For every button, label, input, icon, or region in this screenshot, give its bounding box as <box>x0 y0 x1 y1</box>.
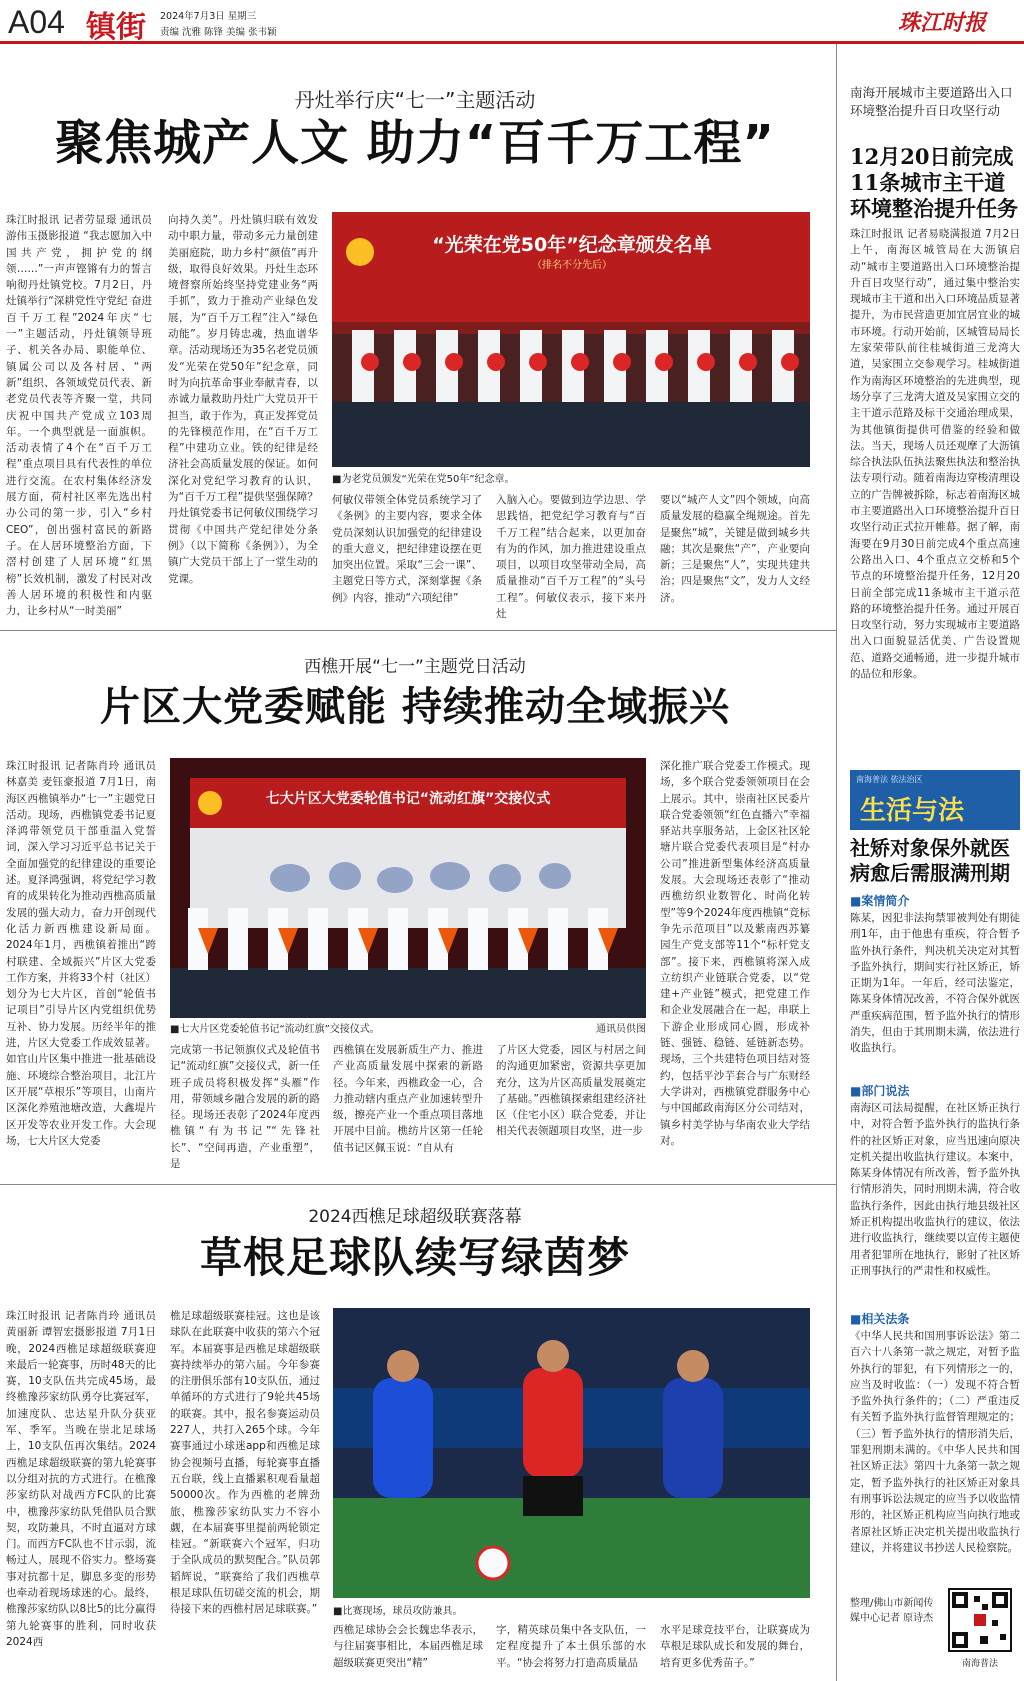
sidebar-law-body3: 《中华人民共和国刑事诉讼法》第二百六十八条第一款之规定，对暂予监外执行的罪犯，有下列情形之一的，应当及时收监：（一）发现不符合暂予监外执行条件的；（二）严重违反有关暂予监外执行监督管理规定的；（三）暂予监外执行的情形消失后，罪犯刑期未满的。《中华人民共和国社区矫正法》第四十九条第一款之规定，暂予监外执行的社区矫正对象具有刑事诉讼法规定的应当予以收监情形的，社区矫正机构应当向执行地或者原社区矫正决定机关提出收监执行建议，并将建议书抄送人民检察院。 <box>850 1330 1020 1554</box>
story2-col3: 西樵镇在发展新质生产力、推进产业高质量发展中探索的新路径。今年来，西樵政金一心，合力推动辖内重点产业加速转型升级，擦亮产业一个重点项目落地开展中目前。樵纺片区第一任轮值书记区佩玉说：“自从有 <box>333 1044 483 1154</box>
sidebar-law-body2: 南海区司法局提醒，在社区矫正执行中，对符合暂予监外执行的监执行条件的社区矫正对象，应当迅速向原决定机关提出收监执行建议。本案中，陈某身体情况有所改善，暂予监外执行情形消失，同时刑期未满，符合收监执行条件，因此由执行地县级社区矫正机构提出收监执行的建议，依法进行收监执行，继续要以宣传主题使用者犯罪所在地执行，影射了社区矫正刑事执行的严肃性和权威性。 <box>850 1102 1020 1277</box>
story1-col1: 珠江时报讯 记者劳显璟 通讯员游伟玉摄影报道 “我志愿加入中国共产党，拥护党的纲领……”一声声铿锵有力的誓言响彻丹灶镇党校。7月2日，丹灶镇举行“深耕党性守党纪 奋进百千万工程”2024年庆“七一”主题活动，丹灶镇领导班子、机关各办局、职能单位、镇属公司以及各村居、“两新”组织、各领域党员代表、新老党员代表等齐聚一堂，共同庆祝中国共产党成立103周年。一个典型就是一面旗帜。活动表情了4个在“百千万工程”重点项目具有代表性的单位进行交流。在农村集体经济发展方面，荷村社区率先选出村办公司的第一步，引入“乡村CEO”，创出强村富民的新路子。在人居环境整治方面，下滘村创建了人居环境“红黑榜”长效机制，激发了村民对改善人居环境的积极性和内驱力，让乡村从“一时美丽” <box>6 214 152 618</box>
story2-photo <box>170 758 646 1018</box>
story1-photo <box>332 212 810 467</box>
qr-code-icon <box>948 1588 1012 1652</box>
sidebar-divider <box>836 44 837 1681</box>
story3-headline: 草根足球队续写绿茵梦 <box>199 1233 630 1282</box>
sidebar-law-section1: ■案情简介 <box>850 894 910 908</box>
sidebar-top-kicker: 南海开展城市主要道路出入口环境整治提升百日攻坚行动 <box>850 85 1013 118</box>
sidebar-law-body1: 陈某，因犯非法拘禁罪被判处有期徒刑1年，由于他患有重疾，符合暂予监外执行条件，判决机关决定对其暂予监外执行，期间实行社区矫正，矫正期为1年。一年后，经司法鉴定，陈某身体情况改善，不符合保外就医严重疾病范围，暂予监外执行的情形消失，但由于其刑期未满，依法进行收监执行。 <box>850 912 1020 1055</box>
story1-col5: 要以“城产人文”四个领域，向高质量发展的稳赢全绳规途。首先是聚焦“城”，关键是做到城乡共融；其次是聚焦“产”，产业要向新；三是聚焦“人”，实现共建共治；四是聚焦“文”，发力人文经济。 <box>660 494 810 604</box>
qr-caption: 南海普法 <box>961 1659 998 1669</box>
story3-photo <box>333 1308 810 1598</box>
story2-headline: 片区大党委赋能 持续推动全域振兴 <box>100 684 730 730</box>
story3-col2: 樵足球超级联赛桂冠。这也是该球队在此联赛中收获的第六个冠军。本届赛事是西樵足球超级联赛持续举办的第六届。今年参赛的注册俱乐部有10支队伍，通过单循环的方式进行了9轮共45场的联赛。其中，报名参赛运动员227人，共打入265个球。今年赛事通过小球迷app和西樵足球协会视频号直播，每轮赛事直播五台联，线上直播累积观看量超50000次。作为西樵的老牌劲旅，樵豫莎家纺队实力不容小觑，在本届赛事里提前两轮锁定桂冠。“新联赛六个冠军，归功于全队成员的默契配合。”队员郭韬辉说，“联赛给了我们西樵草根足球队伍切磋交流的机会，期待接下来的西樵村居足球联赛。” <box>170 1310 320 1616</box>
story1-col4: 入脑入心。要做到边学边思、学思践悟，把党纪学习教育与“百千万工程”结合起来，以更加奋有为的作风，加力推进建设重点项目，以项目攻坚带动全局，高质量推动“百千万工程”的“头号工程”。何敏仪表示，接下来丹灶 <box>496 494 646 621</box>
story2-col5: 深化推广联合党委工作模式。现场，多个联合党委领领项目在会上展示。其中，崇南社区民委片联合党委领领“红色直播六”幸福驿站共享服务站，上金区社区轮塘片联合党委代表项目是“村办公司”推进新型集体经济高质量发展。大会现场还表彰了“推动西樵纺织业数智化、时尚化转型”等9个2024年度西樵镇“竞标争先示范项目”以及紫南西苏纂园生产党支部等11个“标杆党支部”。接下来，西樵镇将深入成立纺织产业链联合党委，以“党建+产业链”模式，把党建工作和企业发展融合在一起，串联上下游企业形成同心圆，形成补链、强链、稳链、延链新态势。现场，三个共建特色项目结对签约，包括平沙芋套合与广东财经大学讲对，西樵镇党群服务中心与中国邮政南海区分公司结对，镇乡村美学协与华南农业大学结对。 <box>660 760 810 1147</box>
story1-col3: 何敏仪带领全体党员系统学习了《条例》的主要内容，要求全体党员深刻认识加强党的纪律建设的重大意义，把纪律建设摆在更加突出位置。采取“三会一课”、主题党日等方式，深刻掌握《条例》内容，推动“六项纪律” <box>332 494 482 604</box>
page-number: A04 <box>8 4 65 40</box>
editors: 责编 沈雅 陈锋 美编 张韦颖 <box>160 27 277 38</box>
sidebar-law-headline: 社矫对象保外就医病愈后需服满刑期 <box>850 836 1010 885</box>
story1-kicker: 丹灶举行庆“七一”主题活动 <box>294 88 536 112</box>
issue-date: 2024年7月3日 星期三 <box>160 11 257 22</box>
sidebar-law-section2: ■部门说法 <box>850 1084 910 1098</box>
story1-col2: 向持久美”。丹灶镇归联有效发动中职力量，带动多元力量创建美丽庭院，助力乡村“颜值”再升级，取得良好效果。丹灶生态环境督察所始终坚持党建业务“两手抓”，致力于推动产业绿色发展，为“百千万工程”注入“绿色动能”。岁月铸忠魂，热血谱华章。活动现场还为35名老党员颁发“光荣在党50年”纪念章，同时为向抗革命事业奉献青春，以赤诚力量救助丹灶广大党员开干担当，敢于作为，真正发挥党员的先锋模范作用，在“百千万工程”中建功立业。铁的纪律是经济社会高质量发展的保证。如何深化对党纪学习教育的认识，为“百千万工程”提供坚强保障？丹灶镇党委书记何敏仪围绕学习贯彻《中国共产党纪律处分条例》（以下简称《条例》），为全镇广大党员干部上了一堂生动的党课。 <box>168 214 318 585</box>
story2-rule <box>0 630 836 631</box>
story3-photo-caption: ■比赛现场，球员攻防兼具。 <box>333 1606 463 1617</box>
sidebar-law-column-title: 生活与法 <box>860 796 965 826</box>
story2-photo-caption: ■七大片区党委轮值书记“流动红旗”交接仪式。 <box>170 1024 380 1035</box>
story2-col2: 完成第一书记领旗仪式及轮值书记“流动红旗”交接仪式，新一任班子成员将积极发挥“头雁”作用，带领域乡融合发展的新的路径。现场还表彰了2024年度西樵镇“有为书记”“先锋社长”、“空间再造，产业重塑”，是 <box>170 1044 320 1171</box>
story1-headline: 聚焦城产人文 助力“百千万工程” <box>55 115 775 171</box>
story1-photo-banner: “光荣在党50年”纪念章颁发名单 <box>432 234 712 256</box>
story3-col5: 水平足球竞技平台，让联赛成为草根足球队成长和发展的舞台，培育更多优秀苗子。” <box>660 1624 810 1669</box>
sidebar-top-headline: 12月20日前完成11条城市主干道环境整治提升任务 <box>850 144 1018 221</box>
sidebar-top-body: 珠江时报讯 记者易晓满报道 7月2日上午，南海区城管局在大沥镇启动“城市主要道路出入口环境整治提升百日攻坚行动”，通过集中整治实现城市主干道和出入口环境品质显著提升，为市民营造更加宜居宜业的城市环境。行动开始前，区城管局局长左家荣带队前往桂城街道三龙湾大道，吴家围立交参观学习。桂城街道作为南海区环境整治的先进典型，现场分享了三龙湾大道及吴家围立交的主干道示范路及标干交通治理成果，为其他镇街提供可借鉴的经验和做法。当天，现场人员还观摩了大沥镇综合执法队伍执法聚焦执法和整治执法专项行动。随着南海边穿梭清理设立的广告牌被拆除，标志着南海区城市主要道路出入口环境整治提升百日攻坚行动正式拉开帷幕。据了解，南海要在9月30日前完成4个重点高速公路出入口、4个重点立交桥和5个节点的环境整治提升任务，12月20日前全部完成11条城市主干道示范路的环境整治提升任务。通过开展百日攻坚行动，努力实现城市主要道路出入口面貌显活优美、广告设置规范、道路交通畅通，进一步提升城市的品位和形象。 <box>850 228 1020 681</box>
story1-photo-caption: ■为老党员颁发“光荣在党50年”纪念章。 <box>332 474 515 485</box>
sidebar-law-section3: ■相关法条 <box>850 1312 910 1326</box>
story3-col4: 字，精英球员集中各支队伍，一定程度提升了本土俱乐部的水平。“协会将努力打造高质量品 <box>496 1624 646 1669</box>
story2-photo-banner: 七大片区大党委轮值书记“流动红旗”交接仪式 <box>265 791 551 807</box>
story3-col1: 珠江时报讯 记者陈肖玲 通讯员黄丽新 谭智宏摄影报道 7月1日晚，2024西樵足球超级联赛迎来最后一轮赛事，历时48天的比赛，10支队伍共完成45场，最终樵豫莎家纺队勇夺比赛冠军，加速度队、忠达星升队分获亚军、季军。当晚在崇北足球场上，10支队伍再次集结。2024西樵足球超级联赛的第九轮赛事以分组对抗的方式进行。在樵豫莎家纺队对战西方FC队的比赛中，樵豫莎家纺队凭借队员合默契，攻防兼具，不时直逼对方球门。而西方FC队也不甘示弱，流畅过人，展现不俗实力。整场赛事对抗都十足，脚息多变的形势也牵动着现场球迷的心。最终，樵豫莎家纺队以8比5的比分赢得第九轮赛事的胜利，同时收获2024西 <box>6 1310 156 1648</box>
story3-kicker: 2024西樵足球超级联赛落幕 <box>308 1207 522 1227</box>
sidebar-law-banner <box>850 770 1020 830</box>
section-title: 镇街 <box>86 10 146 45</box>
story2-photo-credit: 通讯员供图 <box>596 1024 646 1035</box>
sidebar-law-tag: 南海普法 依法治区 <box>856 775 923 784</box>
story3-col3: 西樵足球协会会长魏忠华表示，与往届赛事相比，本届西樵足球超级联赛更突出“精” <box>333 1624 483 1669</box>
story1-photo-banner-sub: （排名不分先后） <box>532 260 612 271</box>
story2-col4: 了片区大党委，园区与村居之间的沟通更加紧密，资源共享更加充分，这为片区高质量发展奠定了基础。”西樵镇探索组建经济社区（住宅小区）联合党委，并让相关代表领题项目攻坚，进一步 <box>496 1044 646 1138</box>
paper-logo: 珠江时报 <box>898 10 987 36</box>
story2-kicker: 西樵开展“七一”主题党日活动 <box>304 657 526 677</box>
story2-col1: 珠江时报讯 记者陈肖玲 通讯员林嘉美 麦钰豪报道 7月1日，南海区西樵镇举办“七一”主题党日活动。现场，西樵镇党委书记夏泽鸿带领党员干部重温入党誓词，深入学习习近平总书记关于全面加强党的纪律建设的重要论述。夏泽鸿强调，将党纪学习教育的成果转化为推动西樵高质量发展的强大动力，奋力开创现代化活力新西樵建设新局面。2024年1月，西樵镇着推出“跨村联建、全域振兴”片区大党委工作方案，并将33个村（社区）划分为七大片区，首创“轮值书记项目”引导片区内党组织优势互补、协力发展。历经半年的推进，片区大党委工作成效显著。如官山片区集中推进一批基础设施、环境综合整治项目，北江片区开展“草根乐”等项目，山南片区深化养殖池塘改造，大鑫堤片区开发等农业开发工作。大会现场，七大片区大党委 <box>6 760 156 1147</box>
story3-rule <box>0 1184 836 1185</box>
masthead <box>0 0 1024 44</box>
sidebar-law-reporter: 整理/佛山市新闻传媒中心记者 原诗杰 <box>850 1598 934 1624</box>
